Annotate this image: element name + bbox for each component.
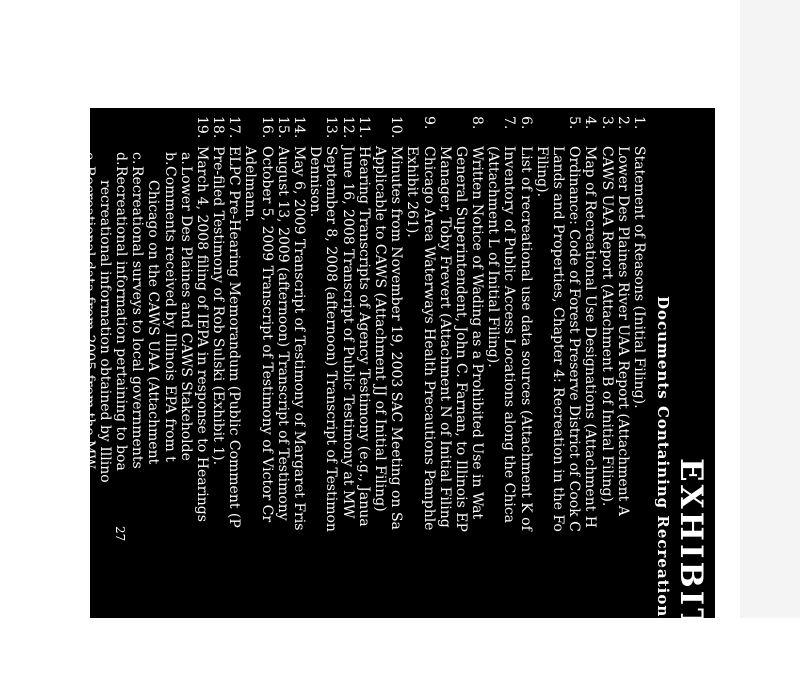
list-item-text: Publication: HERALD-NEWS, Publication date: 8/1 <box>64 146 81 507</box>
list-item-text: Dennison. <box>307 146 324 218</box>
list-item-text: (Attachment L of Initial Filing). <box>485 146 502 368</box>
list-item-text: Chicago Area Waterways Health Precautions Pamphle <box>420 146 437 531</box>
list-item-text: Recreational data from 2005 from the MW <box>80 166 97 469</box>
list-item-text: List of recreational use data sources (Attachment K of <box>517 146 534 531</box>
list-item-text: Recreational surveys to local governments <box>129 166 146 469</box>
list-item-text: Comments received by Illinois EPA from t <box>161 166 178 462</box>
list-item-text: June 16, 2008 Transcript of Public Testimony at MW <box>339 146 356 519</box>
list-item-text: Lower Des Plaines and CAWS Stakeholde <box>177 166 194 461</box>
list-item-text: Ordinance: Code of Forest Preserve District of Cook C <box>566 146 583 532</box>
list-item-number: 13. <box>323 116 340 139</box>
exhibit-title: EXHIBIT A <box>673 458 709 675</box>
list-item-text: Hearing Transcripts of Agency Testimony (e.g., Janua <box>355 146 372 527</box>
list-item-text: Map of Recreational Use Designations (Attachment H <box>582 146 599 529</box>
list-item-text: Statement of Reasons (Initial Filing). <box>631 146 647 409</box>
list-item-number: 14. <box>291 116 308 139</box>
list-item-number: 7. <box>501 116 518 130</box>
list-item-number: 16. <box>258 116 275 139</box>
list-item-number: 10. <box>388 116 405 139</box>
list-item-number: d. <box>113 152 129 166</box>
list-item-number: 9. <box>420 116 437 130</box>
list-item-number: 11. <box>355 116 372 139</box>
list-item-number: 18. <box>210 116 227 139</box>
list-item-number: 19. <box>193 116 210 139</box>
list-item-text: Adelmann. <box>242 146 259 222</box>
list-item-text: Exhibit 261). <box>404 146 421 238</box>
list-item-number: 3. <box>598 116 615 130</box>
list-item-text: (Exhibit 9). <box>48 146 65 226</box>
document-heading: Documents Containing Recreational <box>654 296 672 635</box>
list-item-number: 5. <box>566 116 583 130</box>
page-number: 27 <box>113 526 127 542</box>
list-item-text: May 6, 2009 Transcript of Testimony of Margaret Fris <box>291 146 308 531</box>
list-item-text: Pre-filed Testimony of Rob Sulski (Exhibit 1). <box>210 146 227 466</box>
list-item-number: 20. <box>64 116 81 139</box>
list-item-number: e. <box>80 152 97 165</box>
list-item-number: 1. <box>631 116 647 130</box>
list-item-number: b. <box>161 152 178 166</box>
list-item-number: 4. <box>582 116 599 130</box>
list-item-text: Recreational information pertaining to boa <box>113 166 129 471</box>
list-item-number: 12. <box>339 116 356 139</box>
list-item-text: August 13, 2009 (afternoon) Transcript of Testimony <box>274 146 291 521</box>
rotated-content <box>48 108 715 675</box>
list-item-number: 17. <box>226 116 243 139</box>
scan-edge <box>740 0 800 618</box>
list-item-number: 6. <box>517 116 534 130</box>
list-item-text: March 4, 2008 filing of IEPA in response to Hearings <box>193 146 210 522</box>
scanned-page <box>48 108 715 675</box>
list-item-text: September 8, 2008 (afternoon) Transcript of Testimon <box>323 146 340 532</box>
list-item-text: Manager, Toby Frevert (Attachment N of Initial Filing <box>436 146 453 528</box>
list-item-number: 15. <box>274 116 291 139</box>
list-item-text: Minutes from November 19, 2003 SAC Meeting on Sa <box>388 146 405 530</box>
list-item-text: Lands and Properties, Chapter 4: Recreation in the Fo <box>550 146 567 532</box>
list-item-text: Filing). <box>533 146 550 198</box>
list-item-text: General Superintendent, John C. Farnan, to Illinois EP <box>452 146 469 532</box>
list-item-number: 8. <box>469 116 486 130</box>
list-item-number: c. <box>129 152 146 165</box>
list-item-text: Applicable to CAWS (Attachment JJ of Initial Filing) <box>372 146 388 512</box>
list-item-text: Lower Des Plaines River UAA Report (Attachment A <box>614 146 631 516</box>
list-item-text: recreational information obtained by Illino <box>96 180 113 483</box>
list-item-text: ELPC Pre-Hearing Memorandum (Public Comment (P <box>226 146 243 528</box>
list-item-text: October 5, 2009 Transcript of Testimony of Victor Cr <box>258 146 275 523</box>
list-item-number: a. <box>177 152 194 165</box>
list-item-text: Inventory of Public Access Locations along the Chica <box>501 146 518 524</box>
list-item-text: CAWS UAA Report (Attachment B of Initial Filing). <box>598 146 615 507</box>
list-item-text: Chicago on the CAWS UAA (Attachment <box>145 180 162 465</box>
list-item-number: 2. <box>614 116 631 130</box>
list-item-text: Written Notice of Wading as a Prohibited Use in Wat <box>469 146 486 520</box>
